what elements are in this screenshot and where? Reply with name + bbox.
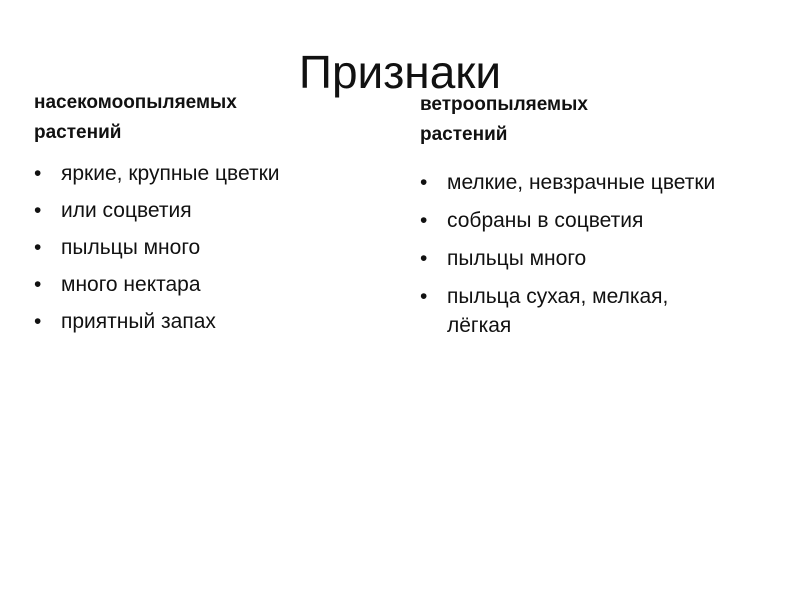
list-item xyxy=(420,206,715,235)
list-item xyxy=(420,168,715,197)
right-header-line2: растений xyxy=(420,124,508,145)
left-header-line2: растений xyxy=(34,122,122,143)
list-item-text: или соцветия xyxy=(61,199,192,222)
list-item xyxy=(420,244,715,273)
list-item-text: пыльца сухая, мелкая, лёгкая xyxy=(447,285,669,337)
list-item xyxy=(34,308,280,336)
list-item xyxy=(34,197,280,225)
left-column-header xyxy=(34,88,237,148)
list-item-text: приятный запах xyxy=(61,310,216,333)
right-header-line1: ветроопыляемых xyxy=(420,94,588,115)
list-item-text: собраны в соцветия xyxy=(447,209,644,232)
list-item-text: много нектара xyxy=(61,273,201,296)
slide-title: Признаки xyxy=(298,46,502,98)
list-item-text: пыльцы много xyxy=(61,236,201,259)
right-column-header xyxy=(420,90,588,150)
left-bullet-list xyxy=(34,160,280,345)
list-item xyxy=(420,282,715,340)
list-item-text: пыльцы много xyxy=(447,247,587,270)
list-item xyxy=(34,234,280,262)
list-item-text: яркие, крупные цветки xyxy=(61,162,280,185)
right-bullet-list xyxy=(420,168,715,349)
list-item xyxy=(34,271,280,299)
left-header-line1: насекомоопыляемых xyxy=(34,92,237,113)
list-item-text: мелкие, невзрачные цветки xyxy=(447,171,716,194)
list-item xyxy=(34,160,280,188)
